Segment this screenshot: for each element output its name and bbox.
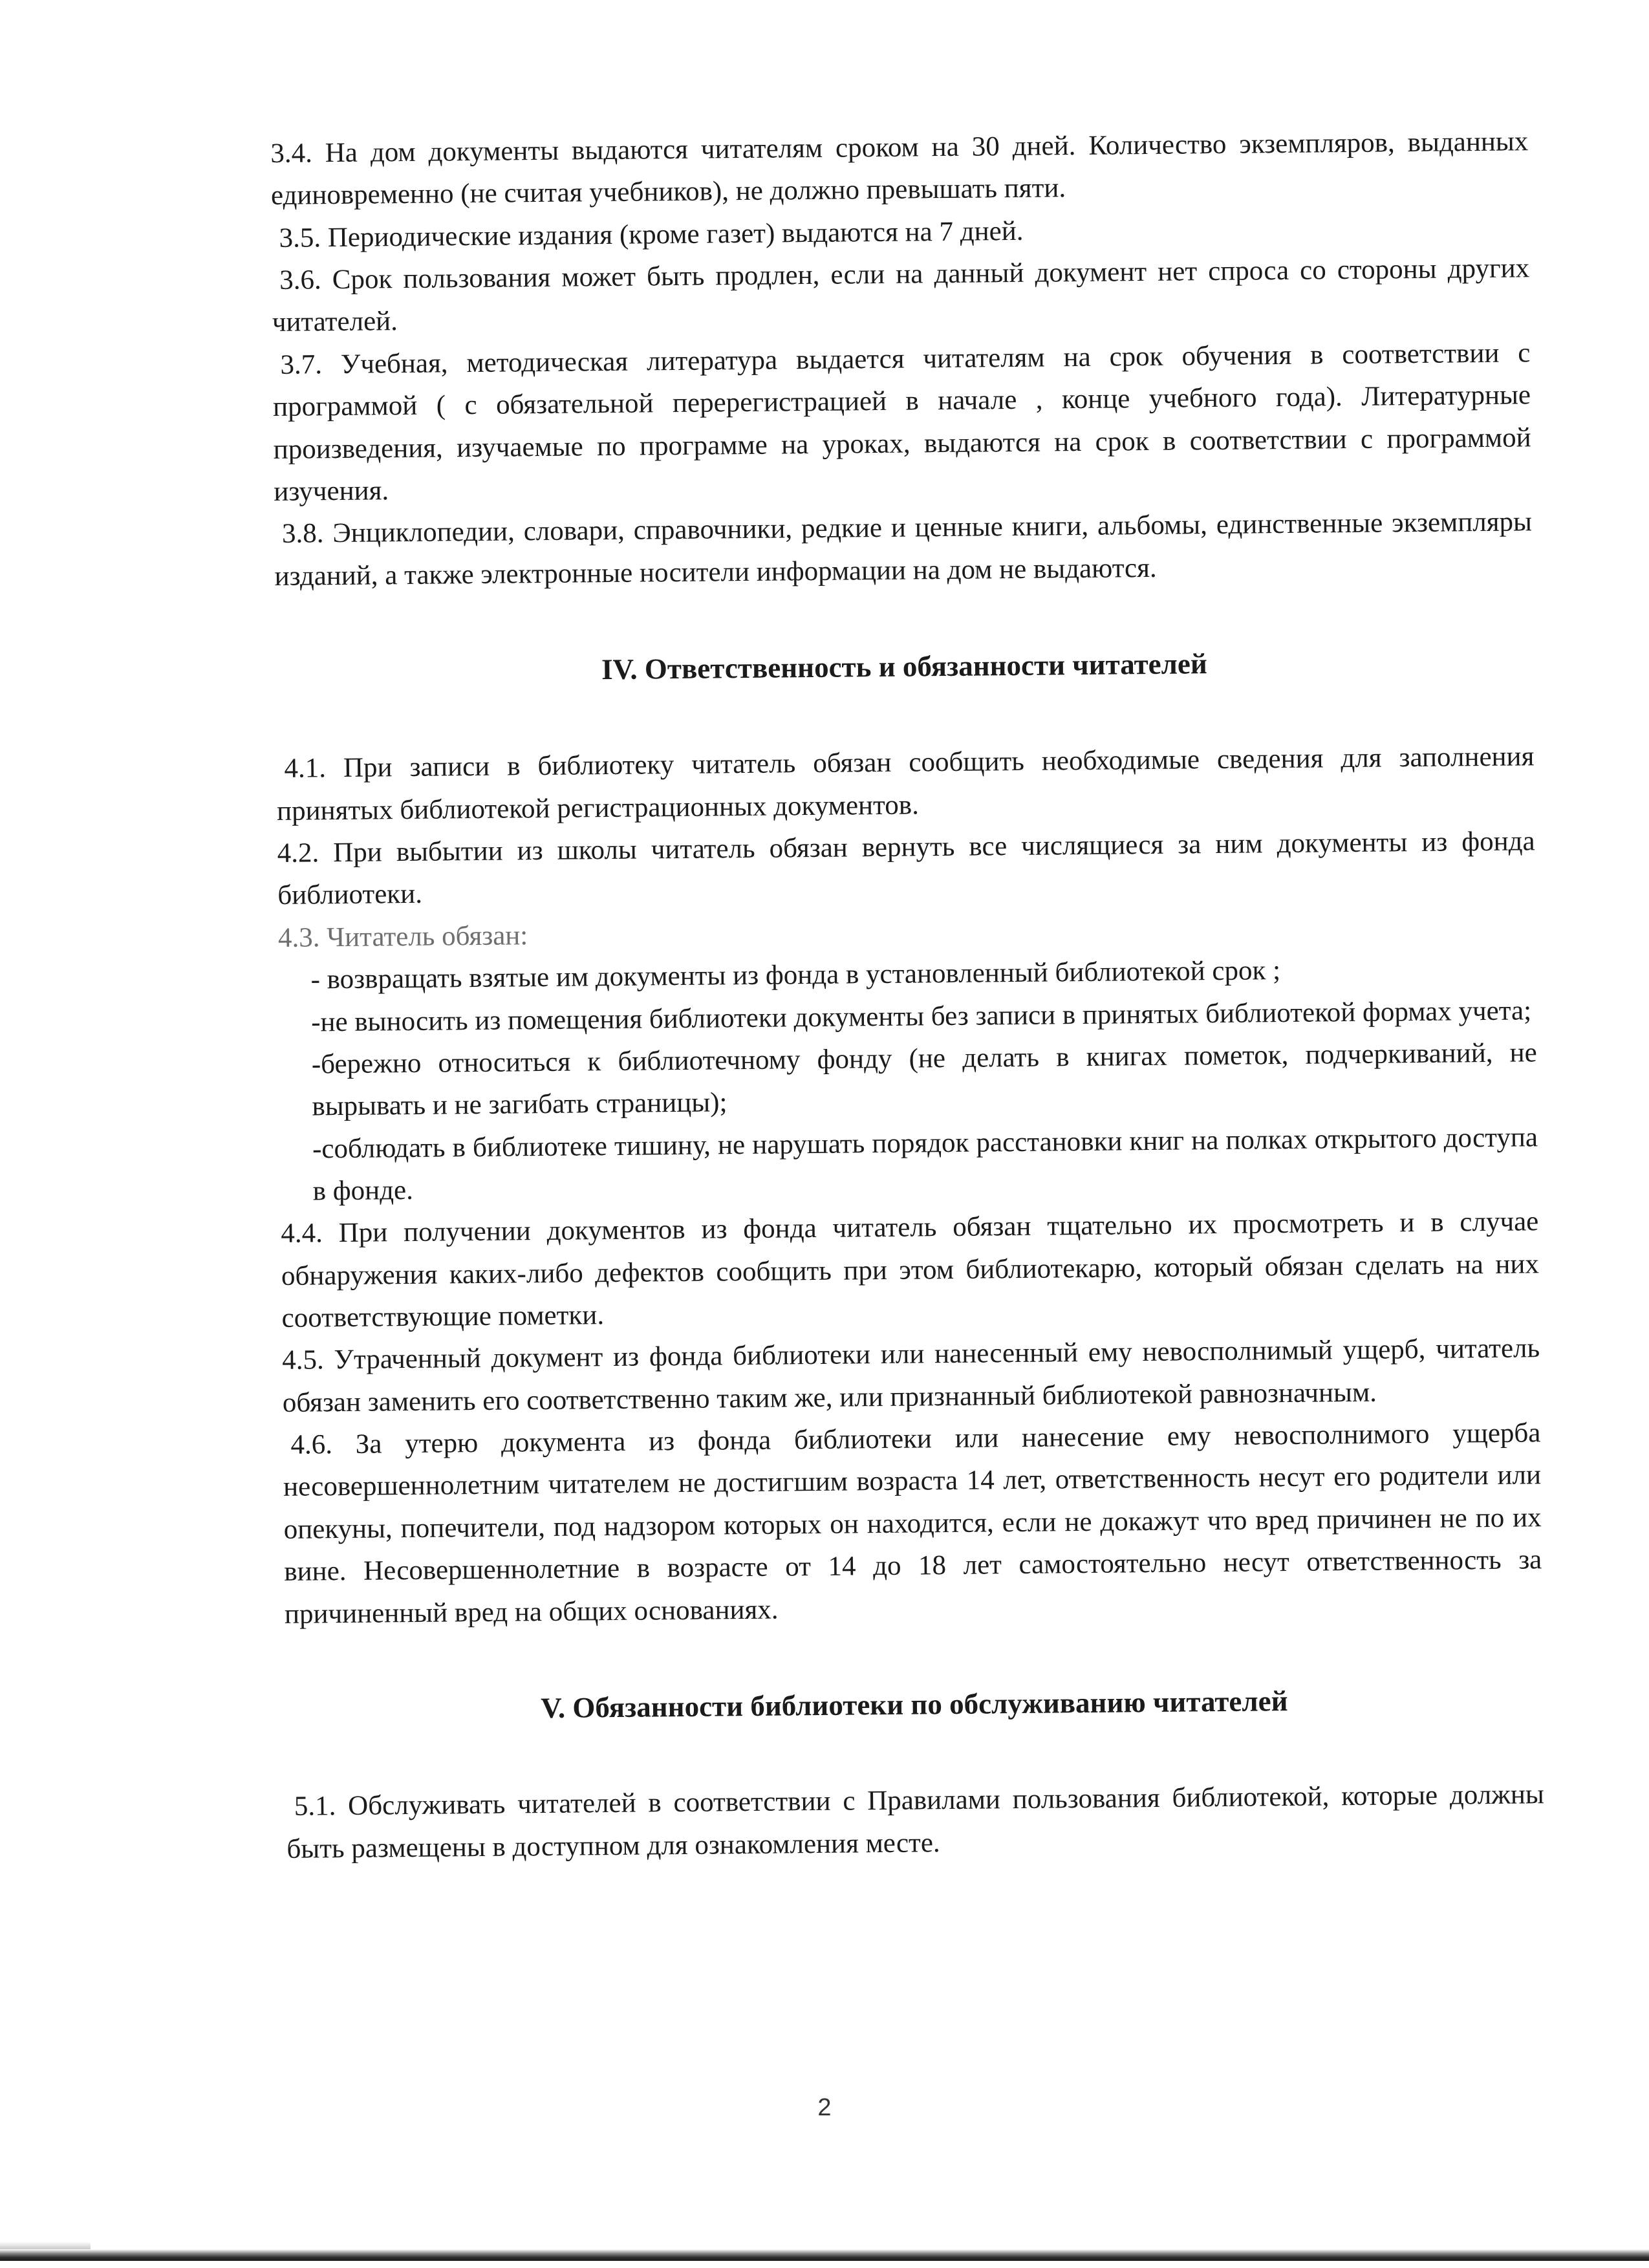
page-number: 2 [817,2094,832,2121]
page-body [270,120,1545,1870]
scan-edge [0,2249,1649,2261]
paragraph-3-4: 3.4. На дом документы выдаются читателям сроком на 30 дней. Количество экземпляров, выданных единовременно (не считая учебников), не должно превышать пяти. [270,126,1529,211]
paragraph-4-6: 4.6. За утерю документа из фонда библиотеки или нанесение ему невосполнимого ущерба несовершеннолетним читателем не достигшим возраста 14 лет, ответственность несут его родители или опекуны, попечители, под надзором которых он находится, если не докажут что вред причинен не по их вине. Несовершеннолетние в возрасте от 14 до 18 лет самостоятельно несут ответственность за причиненный вред на общих основаниях. [283,1418,1542,1630]
paragraph-5-1: 5.1. Обслуживать читателей в соответствии с Правилами пользования библиотекой, которые должны быть размещены в доступном для ознакомления месте. [286,1779,1544,1864]
duty-item-3: -бережно относиться к библиотечному фонду (не делать в книгах пометок, подчеркиваний, не вырывать и не загибать страницы); [311,1037,1537,1122]
paragraph-3-8: 3.8. Энциклопедии, словари, справочники, редкие и ценные книги, альбомы, единственные экземпляры изданий, а также электронные носители информации на дом не выдаются. [274,506,1533,592]
paragraph-4-5: 4.5. Утраченный документ из фонда библиотеки или нанесенный ему невосполнимый ущерб, читатель обязан заменить его соответственно таким же, или признанный библиотекой равнозначным. [282,1333,1540,1418]
paragraph-4-4: 4.4. При получении документов из фонда читатель обязан тщательно их просмотреть и в случае обнаружения каких-либо дефектов сообщить при этом библиотекарю, который обязан сделать на них соответствующие пометки. [281,1206,1540,1334]
section-5-heading: V. Обязанности библиотеки по обслуживанию читателей [540,1684,1288,1724]
duty-item-4: -соблюдать в библиотеке тишину, не нарушать порядок расстановки книг на полках открытого доступа в фонде. [312,1121,1538,1207]
paragraph-3-6: 3.6. Срок пользования может быть продлен, если на данный документ нет спроса со стороны других читателей. [272,253,1530,338]
paragraph-3-5: 3.5. Периодические издания (кроме газет) выдаются на 7 дней. [279,215,1024,254]
paragraph-4-1: 4.1. При записи в библиотеку читатель обязан сообщить необходимые сведения для заполнения принятых библиотекой регистрационных документов. [276,741,1535,826]
paragraph-4-3: 4.3. Читатель обязан: [277,920,528,953]
section-4-heading: IV. Ответственность и обязанности читателей [601,647,1208,686]
paragraph-4-2: 4.2. При выбытии из школы читатель обязан вернуть все числящиеся за ним документы из фонда библиотеки. [277,826,1535,911]
paragraph-3-7: 3.7. Учебная, методическая литература выдается читателям на срок обучения в соответствии с программой ( с обязательной перерегистрацией в начале , конце учебного года). Литературные произведения, изучаемые по программе на уроках, выдаются на срок в соответствии с программой изучения. [272,338,1531,507]
duty-item-2: -не выносить из помещения библиотеки документы без записи в принятых библиотекой формах учета; [310,995,1532,1037]
duty-item-1: - возвращать взятые им документы из фонда в установленный библиотекой срок ; [310,955,1281,995]
